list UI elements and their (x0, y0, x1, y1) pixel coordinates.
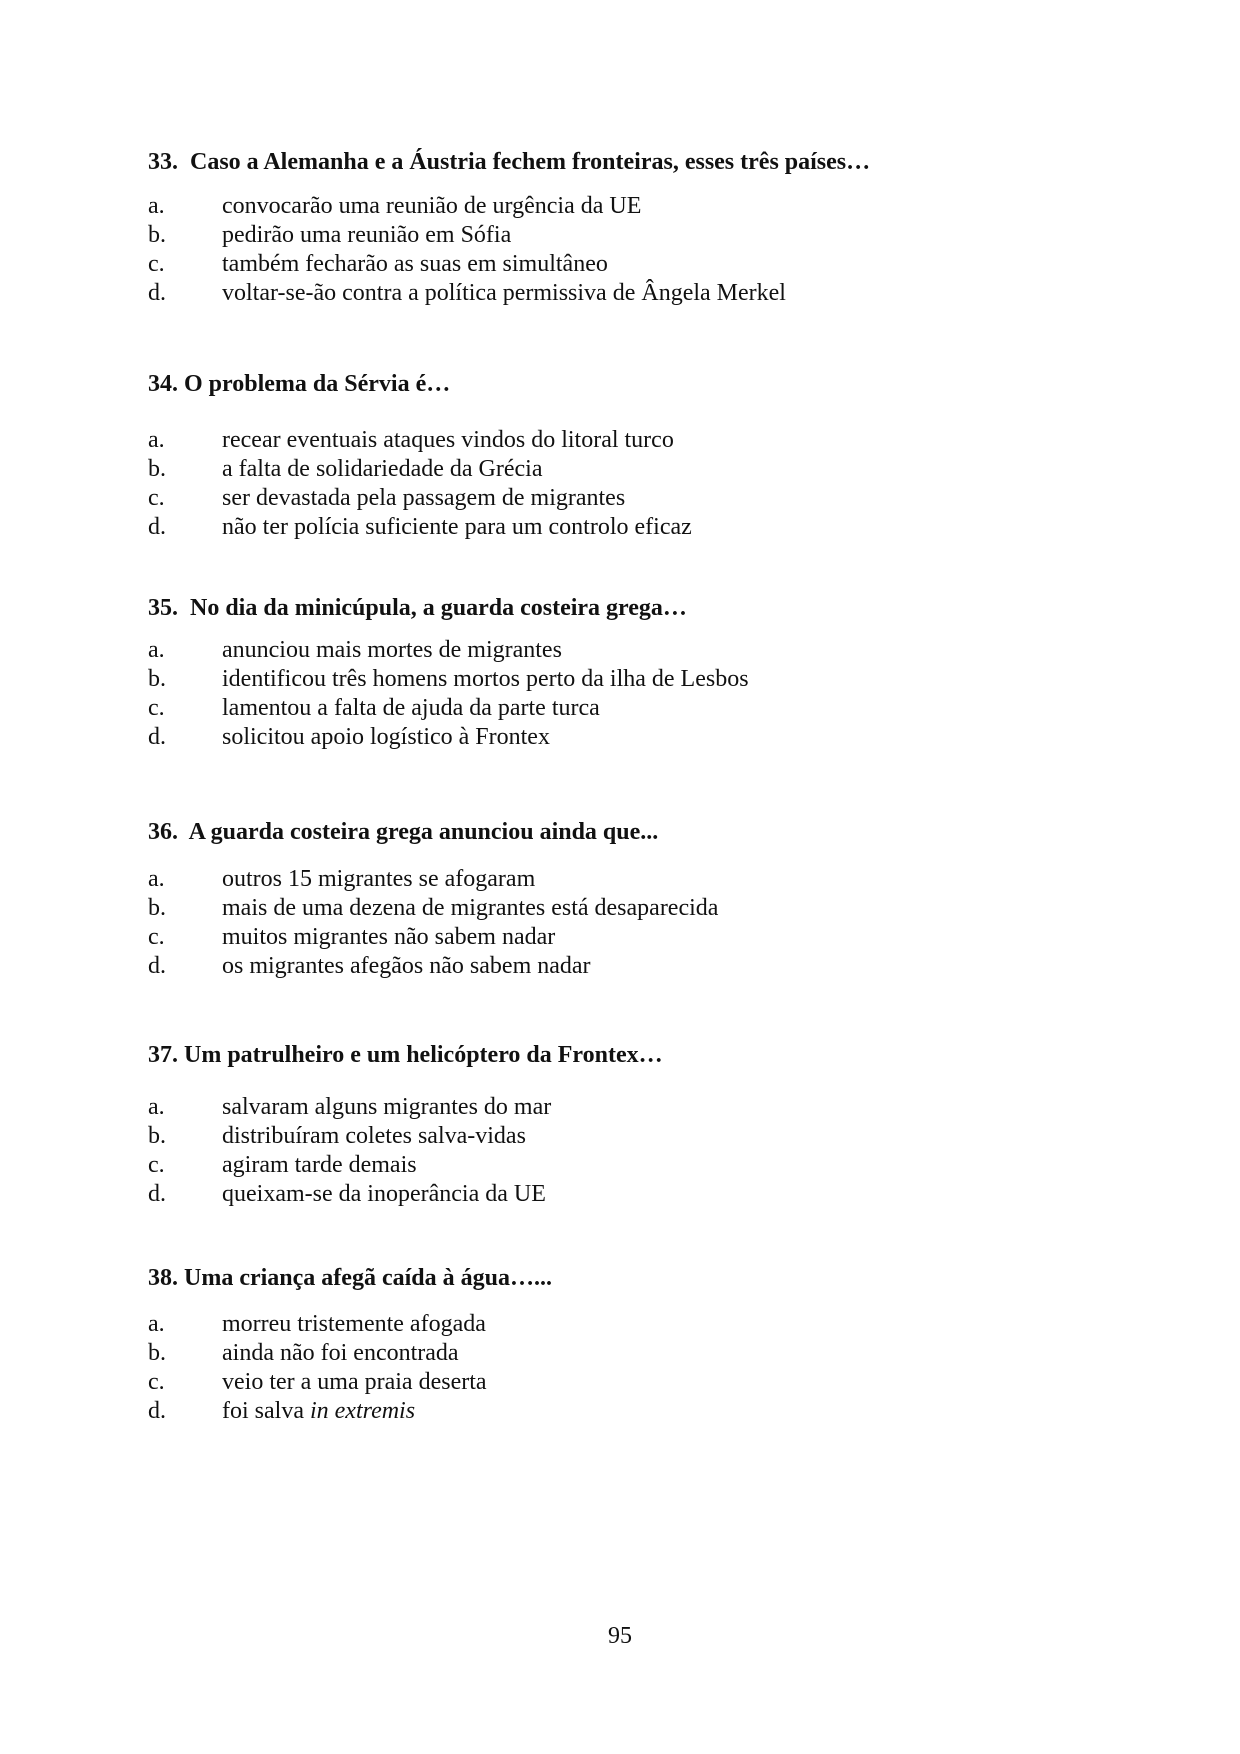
option-a (148, 1310, 1128, 1339)
question-37 (148, 1041, 1128, 1209)
option-c (148, 250, 1128, 279)
option-b (148, 665, 1128, 694)
option-letter: d. (148, 514, 166, 540)
option-letter: a. (148, 427, 165, 453)
option-b (148, 221, 1128, 250)
option-d (148, 513, 1128, 542)
option-text: agiram tarde demais (222, 1152, 417, 1178)
option-text-roman: foi salva (222, 1398, 310, 1424)
option-b (148, 455, 1128, 484)
option-text: anunciou mais mortes de migrantes (222, 637, 562, 663)
options-list (148, 426, 1128, 542)
option-letter: a. (148, 637, 165, 663)
option-a (148, 865, 1128, 894)
option-letter: a. (148, 1311, 165, 1337)
option-d (148, 723, 1128, 752)
option-text: voltar-se-ão contra a política permissiva de Ângela Merkel (222, 280, 786, 306)
option-b (148, 1122, 1128, 1151)
question-title: 33. Caso a Alemanha e a Áustria fechem fronteiras, esses três países… (148, 149, 871, 175)
option-c (148, 1368, 1128, 1397)
option-text: os migrantes afegãos não sabem nadar (222, 953, 591, 979)
option-text: outros 15 migrantes se afogaram (222, 866, 536, 892)
option-text: muitos migrantes não sabem nadar (222, 924, 556, 950)
option-letter: b. (148, 1123, 166, 1149)
option-letter: d. (148, 724, 166, 750)
option-letter: a. (148, 193, 165, 219)
option-d (148, 1397, 1128, 1426)
option-text: veio ter a uma praia deserta (222, 1369, 487, 1395)
options-list (148, 865, 1128, 981)
option-b (148, 894, 1128, 923)
option-text: distribuíram coletes salva-vidas (222, 1123, 526, 1149)
page-number: 95 (608, 1623, 632, 1649)
option-a (148, 1093, 1128, 1122)
option-d (148, 279, 1128, 308)
options-list (148, 1093, 1128, 1209)
question-title: 36. A guarda costeira grega anunciou ainda que... (148, 819, 659, 845)
options-list (148, 1310, 1128, 1426)
option-letter: a. (148, 866, 165, 892)
option-text: queixam-se da inoperância da UE (222, 1181, 546, 1207)
option-c (148, 923, 1128, 952)
option-letter: b. (148, 666, 166, 692)
option-c (148, 1151, 1128, 1180)
question-title: 34. O problema da Sérvia é… (148, 371, 451, 397)
option-text: salvaram alguns migrantes do mar (222, 1094, 552, 1120)
option-a (148, 426, 1128, 455)
option-letter: d. (148, 1181, 166, 1207)
option-letter: d. (148, 1398, 166, 1424)
option-text (222, 1397, 415, 1426)
question-title: 38. Uma criança afegã caída à água…... (148, 1265, 552, 1291)
option-d (148, 1180, 1128, 1209)
question-35 (148, 594, 1128, 752)
question-36 (148, 818, 1128, 981)
option-text: morreu tristemente afogada (222, 1311, 486, 1337)
option-letter: b. (148, 1340, 166, 1366)
option-text: mais de uma dezena de migrantes está desaparecida (222, 895, 719, 921)
option-letter: b. (148, 456, 166, 482)
option-text: ainda não foi encontrada (222, 1340, 459, 1366)
option-a (148, 192, 1128, 221)
option-c (148, 694, 1128, 723)
option-text: identificou três homens mortos perto da ilha de Lesbos (222, 666, 749, 692)
option-letter: b. (148, 222, 166, 248)
option-text: a falta de solidariedade da Grécia (222, 456, 543, 482)
option-text: não ter polícia suficiente para um controlo eficaz (222, 514, 692, 540)
option-text: ser devastada pela passagem de migrantes (222, 485, 626, 511)
option-letter: a. (148, 1094, 165, 1120)
question-title: 35. No dia da minicúpula, a guarda costeira grega… (148, 595, 687, 621)
option-text: pedirão uma reunião em Sófia (222, 222, 512, 248)
question-title: 37. Um patrulheiro e um helicóptero da Frontex… (148, 1042, 663, 1068)
option-letter: c. (148, 1369, 165, 1395)
option-letter: c. (148, 251, 165, 277)
option-c (148, 484, 1128, 513)
option-text: solicitou apoio logístico à Frontex (222, 724, 550, 750)
option-letter: d. (148, 953, 166, 979)
option-letter: c. (148, 1152, 165, 1178)
option-a (148, 636, 1128, 665)
option-text: lamentou a falta de ajuda da parte turca (222, 695, 600, 721)
options-list (148, 192, 1128, 308)
options-list (148, 636, 1128, 752)
question-38 (148, 1264, 1128, 1426)
option-letter: c. (148, 924, 165, 950)
option-letter: d. (148, 280, 166, 306)
option-text: também fecharão as suas em simultâneo (222, 251, 608, 277)
option-letter: c. (148, 695, 165, 721)
option-text: convocarão uma reunião de urgência da UE (222, 193, 642, 219)
option-text-italic: in extremis (309, 1398, 416, 1424)
option-letter: c. (148, 485, 165, 511)
question-34 (148, 370, 1128, 542)
option-b (148, 1339, 1128, 1368)
question-33 (148, 148, 1128, 308)
option-letter: b. (148, 895, 166, 921)
option-d (148, 952, 1128, 981)
option-text: recear eventuais ataques vindos do litoral turco (222, 427, 674, 453)
